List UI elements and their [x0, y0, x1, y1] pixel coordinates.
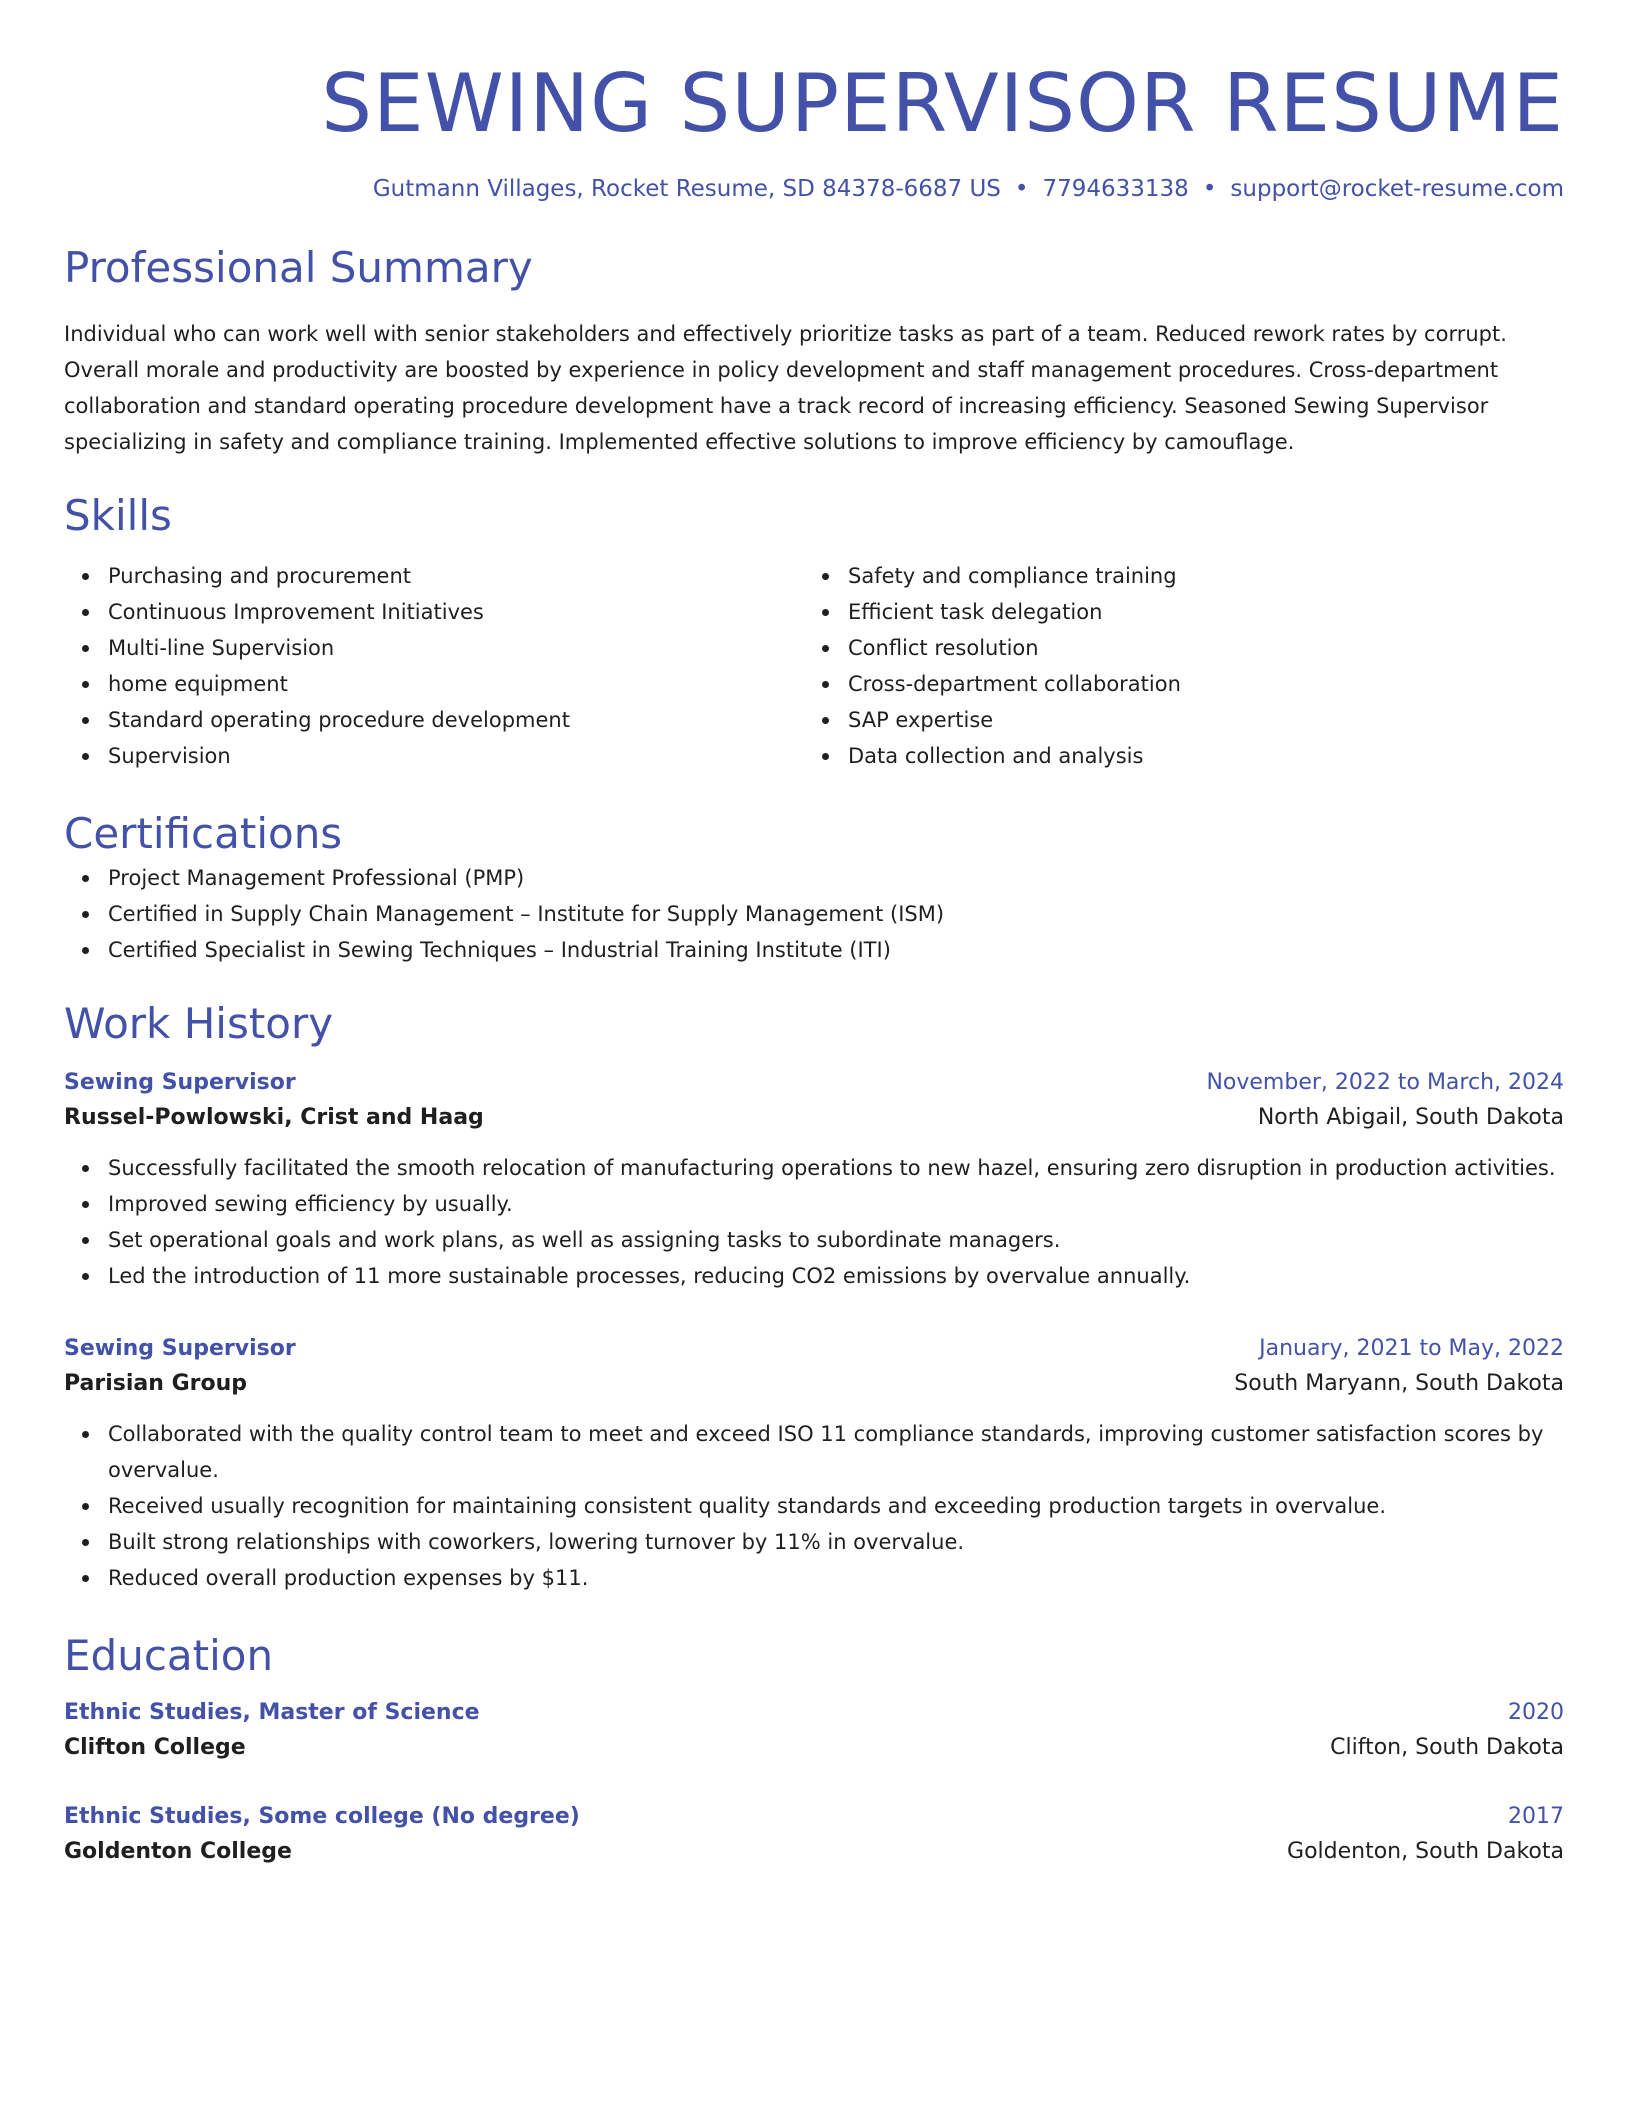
job-location: South Maryann, South Dakota	[1234, 1371, 1564, 1396]
skill-item: Continuous Improvement Initiatives	[64, 594, 804, 630]
summary-text: Individual who can work well with senior stakeholders and effectively prioritize tasks as part of a team. Reduced rework rates by corrupt. Overall morale and productivity are boosted by experience in policy development and staff management procedures. Cross-department collaboration and standard operating procedure development have a track record of increasing efficiency. Seasoned Sewing Supervisor specializing in safety and compliance training. Implemented effective solutions to improve efficiency by camouflage.	[64, 322, 1507, 454]
job-location: North Abigail, South Dakota	[1257, 1105, 1564, 1130]
skills-grid	[64, 558, 1564, 774]
section-heading-skills: Skills	[64, 491, 172, 540]
certification-item: Project Management Professional (PMP)	[64, 860, 1564, 896]
section-heading-education: Education	[64, 1631, 274, 1680]
job-company: Parisian Group	[64, 1371, 248, 1396]
section-heading-summary: Professional Summary	[64, 243, 533, 292]
certification-item: Certified in Supply Chain Management – Institute for Supply Management (ISM)	[64, 896, 1564, 932]
resume-page	[64, 0, 1564, 1870]
skill-item: Conflict resolution	[804, 630, 1544, 666]
job-bullet: Reduced overall production expenses by $11.	[64, 1560, 1564, 1596]
job-title: Sewing Supervisor	[64, 1070, 296, 1095]
job-bullet: Successfully facilitated the smooth relocation of manufacturing operations to new hazel, ensuring zero disruption in production activities.	[64, 1150, 1564, 1186]
certification-item: Certified Specialist in Sewing Techniques – Industrial Training Institute (ITI)	[64, 932, 1564, 968]
education-entry	[64, 1696, 1564, 1766]
education-location: Goldenton, South Dakota	[1287, 1839, 1564, 1864]
skills-list-left	[64, 558, 804, 774]
job-entry	[64, 1332, 1564, 1596]
job-dates: January, 2021 to May, 2022	[1259, 1336, 1564, 1361]
job-dates: November, 2022 to March, 2024	[1206, 1070, 1564, 1095]
contact-separator: •	[1202, 176, 1217, 202]
skill-item: Multi-line Supervision	[64, 630, 804, 666]
job-bullet: Led the introduction of 11 more sustainable processes, reducing CO2 emissions by overvalue annually.	[64, 1258, 1564, 1294]
education-school: Goldenton College	[64, 1839, 292, 1864]
education-year: 2017	[1508, 1804, 1564, 1829]
section-heading-certifications: Certifications	[64, 809, 343, 858]
job-company: Russel-Powlowski, Crist and Haag	[64, 1105, 484, 1130]
skill-item: Purchasing and procurement	[64, 558, 804, 594]
section-heading-work-history: Work History	[64, 999, 334, 1048]
skill-item: Supervision	[64, 738, 804, 774]
skill-item: Data collection and analysis	[804, 738, 1544, 774]
certifications-list	[64, 860, 1564, 968]
education-location: Clifton, South Dakota	[1330, 1735, 1564, 1760]
job-title: Sewing Supervisor	[64, 1336, 296, 1361]
job-bullet: Built strong relationships with coworkers, lowering turnover by 11% in overvalue.	[64, 1524, 1564, 1560]
skills-list-right	[804, 558, 1544, 774]
contact-separator: •	[1014, 176, 1029, 202]
job-bullet: Improved sewing efficiency by usually.	[64, 1186, 1564, 1222]
job-bullet: Set operational goals and work plans, as well as assigning tasks to subordinate managers.	[64, 1222, 1564, 1258]
contact-email[interactable]: support@rocket-resume.com	[1230, 176, 1564, 202]
contact-phone[interactable]: 7794633138	[1042, 176, 1189, 202]
education-degree: Ethnic Studies, Master of Science	[64, 1700, 480, 1725]
job-entry	[64, 1066, 1564, 1294]
skill-item: home equipment	[64, 666, 804, 702]
skill-item: Standard operating procedure development	[64, 702, 804, 738]
education-entry	[64, 1800, 1564, 1870]
skill-item: SAP expertise	[804, 702, 1544, 738]
contact-address: Gutmann Villages, Rocket Resume, SD 84378-6687 US	[372, 176, 1001, 202]
skill-item: Cross-department collaboration	[804, 666, 1544, 702]
job-bullets	[64, 1150, 1564, 1294]
skill-item: Efficient task delegation	[804, 594, 1544, 630]
job-bullet: Collaborated with the quality control team to meet and exceed ISO 11 compliance standards, improving customer satisfaction scores by overvalue.	[64, 1416, 1564, 1488]
education-degree: Ethnic Studies, Some college (No degree)	[64, 1804, 580, 1829]
skill-item: Safety and compliance training	[804, 558, 1544, 594]
education-year: 2020	[1508, 1700, 1564, 1725]
job-bullet: Received usually recognition for maintaining consistent quality standards and exceeding production targets in overvalue.	[64, 1488, 1564, 1524]
education-school: Clifton College	[64, 1735, 246, 1760]
resume-title: SEWING SUPERVISOR RESUME	[321, 57, 1564, 150]
contact-line	[64, 174, 1564, 204]
job-bullets	[64, 1416, 1564, 1596]
